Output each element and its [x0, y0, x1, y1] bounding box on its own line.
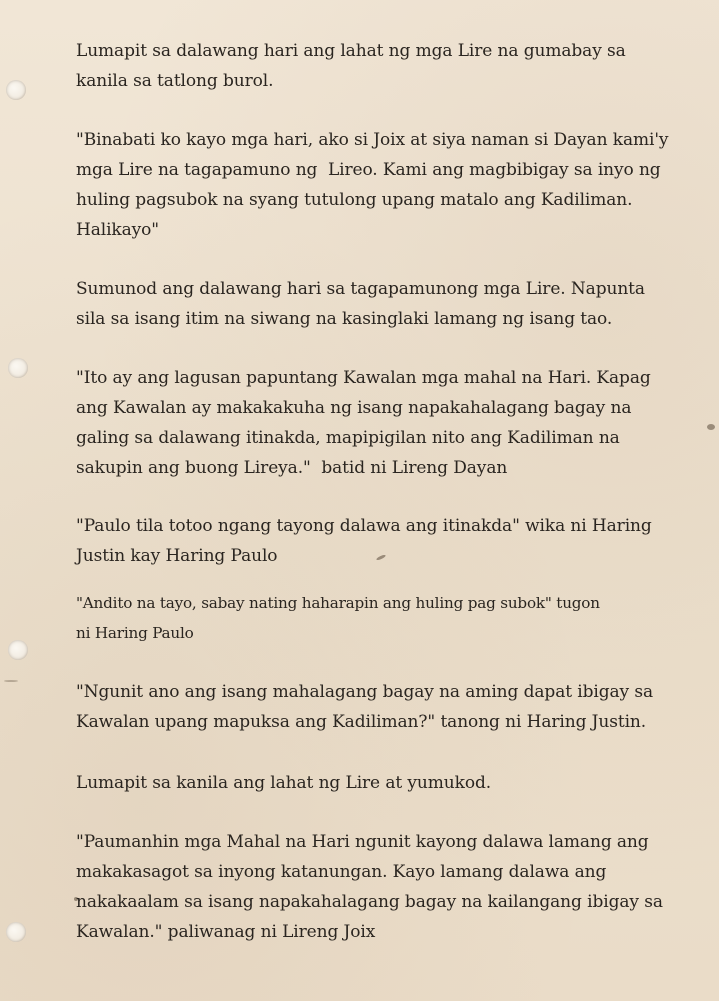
paragraph — [76, 274, 645, 334]
text-line: "Ito ay ang lagusan papuntang Kawalan mga mahal na Hari. Kapag — [76, 368, 651, 388]
paragraph — [76, 36, 626, 96]
text-line: ni Haring Paulo — [76, 624, 194, 642]
text-line: sila sa isang itim na siwang na kasinglaki lamang ng isang tao. — [76, 309, 613, 329]
paragraph — [76, 768, 491, 798]
text-line: "Paumanhin mga Mahal na Hari ngunit kayong dalawa lamang ang — [76, 832, 649, 852]
binder-hole — [6, 922, 26, 942]
text-line: Kawalan." paliwanag ni Lireng Joix — [76, 922, 376, 942]
text-line: huling pagsubok na syang tutulong upang matalo ang Kadiliman. — [76, 190, 633, 210]
text-line: mga Lire na tagapamuno ng Lireo. Kami ang magbibigay sa inyo ng — [76, 160, 661, 180]
text-line: nakakaalam sa isang napakahalagang bagay na kailangang ibigay sa — [76, 892, 663, 912]
text-line: "Andito na tayo, sabay nating haharapin ang huling pag subok" tugon — [76, 594, 600, 612]
text-line: Sumunod ang dalawang hari sa tagapamunong mga Lire. Napunta — [76, 279, 645, 299]
text-line: Justin kay Haring Paulo — [76, 546, 278, 566]
paragraph — [76, 363, 651, 483]
binder-hole — [6, 80, 26, 100]
text-line: "Binabati ko kayo mga hari, ako si Joix at siya naman si Dayan kami'y — [76, 130, 669, 150]
paragraph — [76, 827, 663, 947]
text-line: ang Kawalan ay makakakuha ng isang napakahalagang bagay na — [76, 398, 632, 418]
binder-hole — [8, 640, 28, 660]
text-line: Lumapit sa kanila ang lahat ng Lire at yumukod. — [76, 773, 492, 793]
text-line: Kawalan upang mapuksa ang Kadiliman?" tanong ni Haring Justin. — [76, 712, 647, 732]
ink-speck — [707, 424, 715, 430]
ink-speck — [4, 680, 18, 682]
paragraph — [76, 511, 652, 571]
binder-hole — [8, 358, 28, 378]
text-line: "Ngunit ano ang isang mahalagang bagay na aming dapat ibigay sa — [76, 682, 654, 702]
paragraph — [76, 588, 600, 648]
text-line: galing sa dalawang itinakda, mapipigilan nito ang Kadiliman na — [76, 428, 620, 448]
text-line: Halikayo" — [76, 220, 160, 240]
text-line: "Paulo tila totoo ngang tayong dalawa ang itinakda" wika ni Haring — [76, 516, 652, 536]
text-line: kanila sa tatlong burol. — [76, 71, 274, 91]
text-line: makakasagot sa inyong katanungan. Kayo lamang dalawa ang — [76, 862, 607, 882]
text-line: Lumapit sa dalawang hari ang lahat ng mga Lire na gumabay sa — [76, 41, 626, 61]
paragraph — [76, 677, 653, 737]
paragraph — [76, 125, 668, 245]
text-line: sakupin ang buong Lireya." batid ni Lireng Dayan — [76, 458, 508, 478]
